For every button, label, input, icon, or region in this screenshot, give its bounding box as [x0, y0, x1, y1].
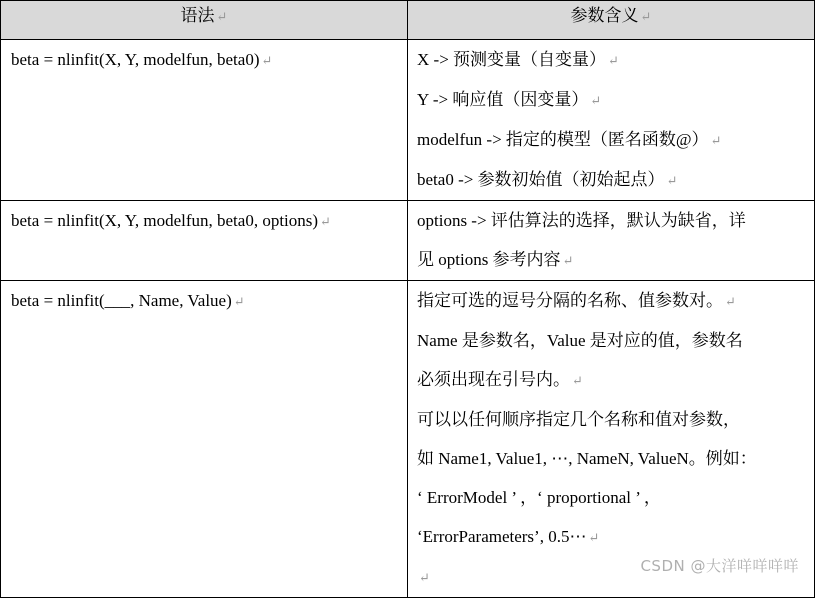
- header-syntax: [1, 1, 408, 40]
- meaning-line: [408, 517, 814, 557]
- paragraph-mark-icon: ↵: [216, 9, 228, 24]
- meaning-text: ‘ErrorParameters’, 0.5⋯: [417, 527, 587, 546]
- paragraph-mark-icon: ↵: [590, 93, 602, 108]
- paragraph-mark-icon: ↵: [588, 530, 600, 545]
- paragraph-mark-icon: ↵: [261, 53, 273, 68]
- syntax-line: [1, 40, 407, 80]
- meaning-text: Y -> 响应值（因变量）: [417, 90, 589, 109]
- meaning-text: options -> 评估算法的选择，默认为缺省，详: [417, 211, 746, 230]
- header-meaning: [408, 1, 815, 40]
- meaning-text: 必须出现在引号内。: [417, 370, 570, 389]
- meaning-cell: [408, 40, 815, 201]
- meaning-line: [408, 321, 814, 360]
- table-row: [1, 281, 815, 598]
- meaning-line: [408, 360, 814, 400]
- meaning-line: [408, 40, 814, 80]
- meaning-line: [408, 80, 814, 120]
- syntax-cell: [1, 281, 408, 598]
- paragraph-mark-icon: ↵: [608, 53, 619, 68]
- meaning-text: 可以以任何顺序指定几个名称和值对参数，: [417, 410, 740, 429]
- paragraph-mark-icon: ↵: [562, 253, 574, 268]
- meaning-text: 如 Name1, Value1, ⋯, NameN, ValueN。例如：: [417, 449, 757, 468]
- meaning-line: [408, 240, 814, 280]
- table-row: [1, 201, 815, 281]
- paragraph-mark-icon: ↵: [572, 373, 583, 388]
- header-meaning-label: 参数含义: [570, 6, 639, 25]
- paragraph-mark-icon: ↵: [710, 133, 722, 148]
- syntax-text: beta = nlinfit(___, Name, Value): [11, 291, 232, 310]
- meaning-line: [408, 201, 814, 240]
- paragraph-mark-icon: ↵: [640, 9, 652, 24]
- syntax-cell: [1, 40, 408, 201]
- meaning-line: [408, 281, 814, 321]
- table-header-row: [1, 1, 815, 40]
- table-row: [1, 40, 815, 201]
- watermark: CSDN @大洋咩咩咩咩: [640, 557, 799, 575]
- meaning-text: Name 是参数名，Value 是对应的值，参数名: [417, 331, 743, 350]
- syntax-line: [1, 201, 407, 241]
- syntax-cell: [1, 201, 408, 281]
- meaning-line: [408, 478, 814, 517]
- paragraph-mark-icon: ↵: [419, 570, 430, 585]
- meaning-cell: [408, 201, 815, 281]
- meaning-text: modelfun -> 指定的模型（匿名函数@）: [417, 130, 709, 149]
- syntax-text: beta = nlinfit(X, Y, modelfun, beta0): [11, 50, 260, 69]
- paragraph-mark-icon: ↵: [233, 294, 245, 309]
- paragraph-mark-icon: ↵: [725, 294, 736, 309]
- meaning-line: [408, 160, 814, 200]
- meaning-cell: [408, 281, 815, 598]
- meaning-line: [408, 439, 814, 478]
- paragraph-mark-icon: ↵: [666, 173, 678, 188]
- meaning-line: [408, 120, 814, 160]
- meaning-text: beta0 -> 参数初始值（初始起点）: [417, 170, 665, 189]
- syntax-text: beta = nlinfit(X, Y, modelfun, beta0, options): [11, 211, 319, 230]
- syntax-line: [1, 281, 407, 321]
- paragraph-mark-icon: ↵: [320, 214, 331, 229]
- meaning-text: ‘ ErrorModel ’ ，‘ proportional ’ ，: [417, 488, 661, 507]
- meaning-text: 见 options 参考内容: [417, 250, 561, 269]
- header-syntax-label: 语法: [180, 6, 215, 25]
- meaning-text: X -> 预测变量（自变量）: [417, 50, 607, 69]
- meaning-line: [408, 400, 814, 439]
- meaning-text: 指定可选的逗号分隔的名称、值参数对。: [417, 291, 723, 310]
